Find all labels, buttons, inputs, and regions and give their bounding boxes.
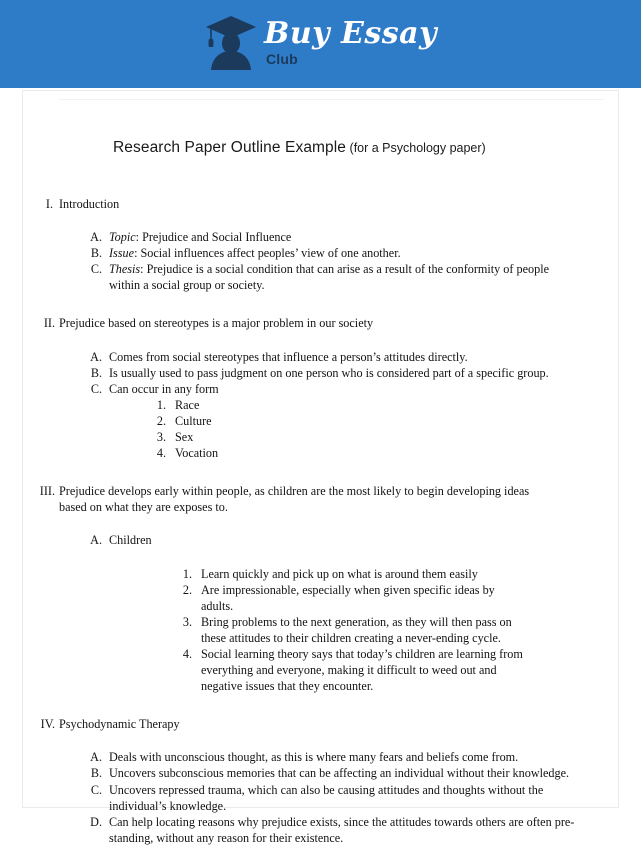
item-label: Issue	[109, 246, 135, 261]
spacer	[23, 332, 618, 349]
subitem-marker: 4.	[156, 446, 166, 461]
section-heading-row	[23, 196, 618, 212]
section-heading-row	[23, 716, 618, 732]
item-body: : Social influences affect peoples’ view of one another.	[134, 246, 401, 261]
page-title-main: Research Paper Outline Example	[113, 139, 347, 156]
list-item	[23, 532, 618, 548]
list-item	[23, 814, 618, 846]
subitem-marker: 4.	[182, 646, 192, 661]
subitem-text: Sex	[175, 430, 194, 445]
list-item	[23, 614, 618, 646]
item-text	[109, 261, 618, 293]
outline-section	[23, 315, 618, 461]
item-marker: A.	[90, 230, 102, 245]
brand-subtitle: Club	[265, 50, 298, 67]
item-marker: B.	[90, 365, 102, 380]
spacer	[23, 694, 618, 716]
spacer	[23, 293, 618, 315]
item-text: Is usually used to pass judgment on one person who is considered part of a specific group.	[109, 365, 549, 380]
item-text: Uncovers subconscious memories that can be affecting an individual without their knowledge.	[109, 766, 570, 781]
spacer	[23, 549, 618, 566]
subitem-marker: 2.	[156, 413, 166, 428]
brand-logo[interactable]	[204, 13, 437, 71]
subitem-text: Learn quickly and pick up on what is around them easily	[201, 566, 478, 581]
section-subitem-list	[23, 397, 618, 461]
item-body: : Prejudice is a social condition that can arise as a result of the conformity of people within a social group or society.	[109, 262, 549, 293]
subitem-marker: 3.	[182, 614, 192, 629]
page-title-sub: (for a Psychology paper)	[349, 141, 486, 155]
item-label: Thesis	[109, 262, 141, 277]
document-page	[22, 90, 619, 845]
section-numeral: III.	[39, 484, 55, 499]
section-numeral: IV.	[40, 717, 55, 732]
graduate-silhouette-icon	[204, 13, 258, 71]
spacer	[23, 212, 618, 229]
section-heading-row	[23, 483, 618, 515]
item-marker: B.	[90, 766, 102, 781]
subitem-marker: 1.	[156, 397, 166, 412]
list-item	[23, 782, 618, 814]
list-item	[23, 566, 618, 582]
section-item-list	[23, 749, 618, 846]
item-marker: A.	[90, 533, 102, 548]
item-text: Children	[109, 533, 152, 548]
section-numeral: I.	[45, 197, 53, 211]
subitem-text: Culture	[175, 413, 212, 428]
section-heading-text: Psychodynamic Therapy	[59, 717, 180, 732]
list-item	[23, 765, 618, 781]
section-numeral: II.	[43, 316, 55, 331]
subitem-marker: 1.	[182, 566, 192, 581]
subitem-text: Social learning theory says that today’s children are learning from everything and everyone, making it difficult to weed out and negative issues that they encounter.	[201, 646, 523, 694]
list-item	[23, 381, 618, 397]
section-item-list	[23, 532, 618, 548]
section-heading-text: Prejudice develops early within people, as children are the most likely to begin developing ideas based on what they are exposes to.	[59, 484, 530, 515]
item-text	[109, 229, 618, 245]
list-item	[23, 749, 618, 765]
outline-section	[23, 196, 618, 293]
spacer	[23, 732, 618, 749]
site-header	[0, 0, 641, 88]
subitem-marker: 2.	[182, 582, 192, 597]
page-title	[113, 139, 583, 157]
item-text: Can occur in any form	[109, 381, 219, 396]
section-item-list	[23, 229, 618, 293]
item-marker: D.	[90, 814, 102, 829]
list-item	[23, 245, 618, 261]
list-item	[23, 349, 618, 365]
document-canvas	[0, 88, 641, 845]
spacer	[23, 461, 618, 483]
list-item	[23, 413, 618, 429]
section-heading-text: Introduction	[59, 197, 120, 211]
list-item	[23, 365, 618, 381]
spacer	[23, 515, 618, 532]
outline-section	[23, 716, 618, 846]
item-body: : Prejudice and Social Influence	[135, 230, 292, 245]
item-text	[109, 245, 618, 261]
outline-body	[23, 196, 618, 846]
item-label: Topic	[109, 230, 136, 245]
list-item	[23, 445, 618, 461]
subitem-text: Are impressionable, especially when given specific ideas by adults.	[201, 582, 495, 613]
outline-section	[23, 483, 618, 694]
subitem-text: Race	[175, 397, 200, 412]
subitem-text: Bring problems to the next generation, as they will then pass on these attitudes to their children creating a never-ending cycle.	[201, 614, 512, 645]
item-text: Deals with unconscious thought, as this is where many fears and beliefs come from.	[109, 750, 519, 765]
item-marker: C.	[90, 782, 102, 797]
item-marker: C.	[90, 262, 102, 277]
list-item	[23, 229, 618, 245]
subitem-text: Vocation	[175, 446, 219, 461]
item-text: Comes from social stereotypes that influence a person’s attitudes directly.	[109, 349, 468, 364]
list-item	[23, 582, 618, 614]
item-marker: A.	[90, 349, 102, 364]
item-marker: B.	[90, 246, 102, 261]
list-item	[23, 397, 618, 413]
item-marker: A.	[90, 750, 102, 765]
item-marker: C.	[90, 381, 102, 396]
brand-name: Buy Essay	[263, 15, 438, 51]
list-item	[23, 429, 618, 445]
item-text: Uncovers repressed trauma, which can also be causing attitudes and thoughts without the individual’s knowledge.	[109, 782, 544, 813]
brand-wordmark	[263, 15, 438, 67]
section-heading-text: Prejudice based on stereotypes is a major problem in our society	[59, 316, 374, 331]
section-heading-row	[23, 315, 618, 331]
section-subitem-list	[23, 566, 618, 695]
item-text: Can help locating reasons why prejudice exists, since the attitudes towards others are often pre-standing, without any reason for their existence.	[109, 814, 575, 845]
list-item	[23, 261, 618, 293]
list-item	[23, 646, 618, 694]
section-item-list	[23, 349, 618, 397]
subitem-marker: 3.	[156, 430, 166, 445]
